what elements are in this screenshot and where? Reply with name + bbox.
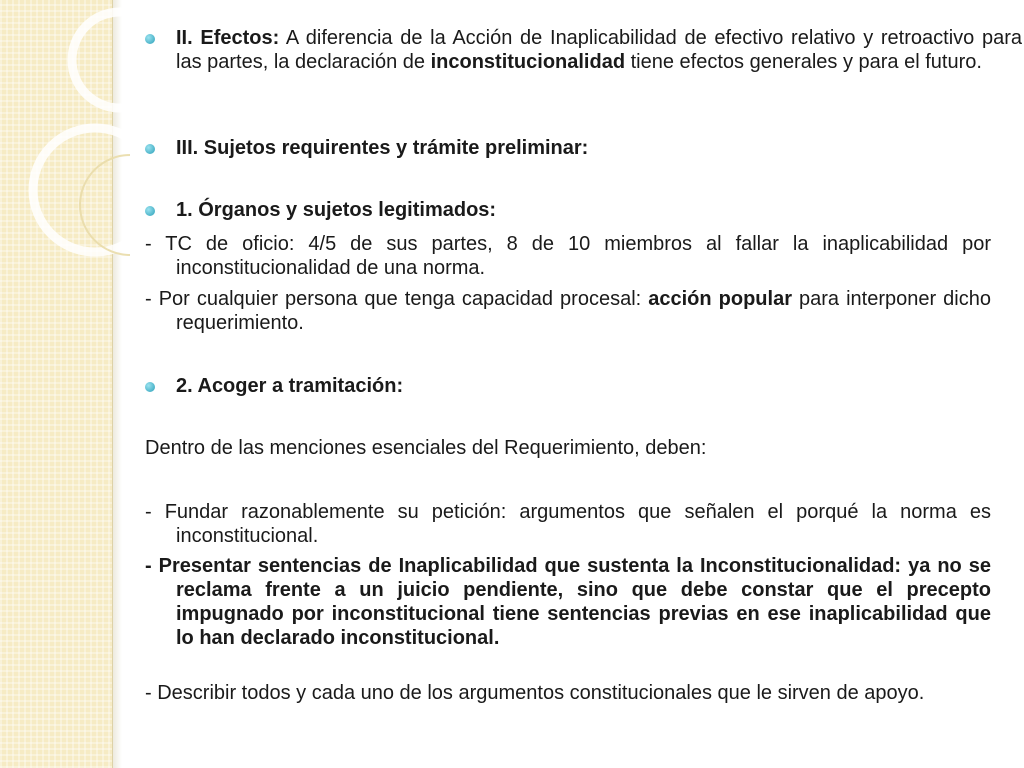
bullet-icon (145, 206, 155, 216)
bullet-icon (145, 382, 155, 392)
bullet-icon (145, 144, 155, 154)
sujetos-heading-paragraph (145, 136, 1022, 160)
organos-heading: 1. Órganos y sujetos legitimados: (176, 199, 497, 221)
efectos-bold-word: inconstitucionalidad (430, 51, 626, 73)
persona-bold: acción popular (648, 288, 792, 310)
acoger-heading-paragraph (145, 374, 1022, 398)
efectos-paragraph (145, 26, 1022, 74)
presentar-item: - Presentar sentencias de Inaplicabilidad que sustenta la Inconstitucionalidad: ya no se reclama frente a un juicio pendiente, sino que debe constar que el precepto impugnado por inconstitucional tiene sentencias previas en ese inaplicabilidad que lo han declarado inconstitucional. (145, 555, 991, 649)
sujetos-heading: III. Sujetos requirentes y trámite preliminar: (176, 137, 589, 159)
describir-item: - Describir todos y cada uno de los argumentos constitucionales que le sirven de apoyo. (145, 682, 925, 704)
organos-heading-paragraph (145, 198, 1022, 222)
bullet-icon (145, 34, 155, 44)
intro-text: Dentro de las menciones esenciales del Requerimiento, deben: (145, 437, 707, 459)
persona-text: - Por cualquier persona que tenga capacidad procesal: (145, 288, 649, 310)
efectos-text: A diferencia de la Acción de Inaplicabilidad de efectivo relativo y retroactivo para las partes, la declaración de (176, 27, 1022, 73)
fundar-item: - Fundar razonablemente su petición: argumentos que señalen el porqué la norma es inconstitucional. (145, 501, 991, 547)
acoger-heading: 2. Acoger a tramitación: (176, 375, 404, 397)
efectos-heading: II. Efectos: (176, 27, 280, 49)
tc-item: - TC de oficio: 4/5 de sus partes, 8 de 10 miembros al fallar la inaplicabilidad por inconstitucionalidad de una norma. (145, 233, 991, 279)
efectos-text-end: tiene efectos generales y para el futuro. (625, 51, 982, 73)
sidebar-shadow (112, 0, 122, 768)
persona-item (145, 287, 991, 335)
decorative-sidebar (0, 0, 113, 768)
persona-text-end: para interponer dicho requerimiento. (176, 288, 991, 334)
